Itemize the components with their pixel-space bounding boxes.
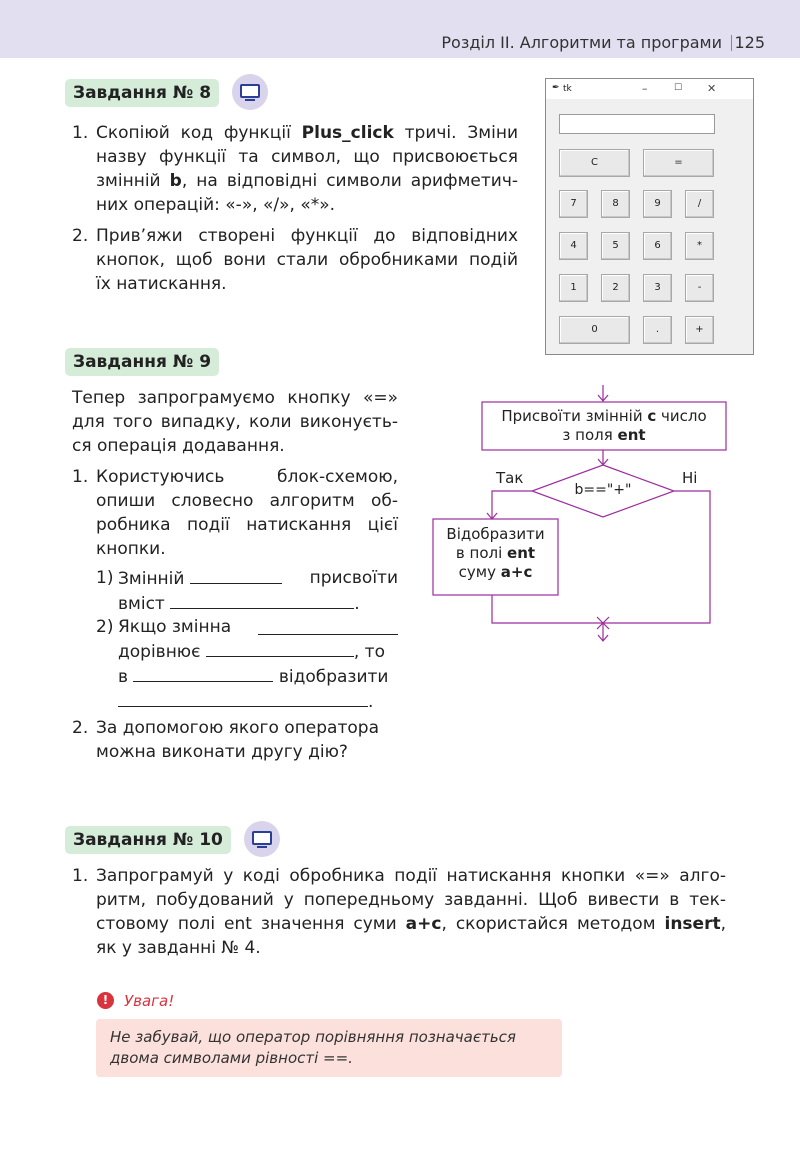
computer-icon [232, 74, 268, 110]
multiply-button[interactable]: * [685, 232, 714, 260]
equals-button[interactable]: = [643, 149, 714, 177]
note-line-2: двома символами рівності ==. [110, 1049, 353, 1067]
display-box-text: Відобразити в полі ent суму a+c [446, 525, 545, 581]
clear-button[interactable]: C [559, 149, 630, 177]
page-number: 125 [734, 33, 765, 52]
page-header [0, 0, 800, 58]
add-button[interactable]: + [685, 316, 714, 344]
maximize-button[interactable]: ☐ [674, 83, 683, 93]
task-10-label: Завдання № 10 [65, 826, 231, 854]
digit-6-button[interactable]: 6 [643, 232, 672, 260]
note-box [96, 1019, 562, 1077]
decision-condition: b=="+" [574, 482, 632, 498]
ent-entry-field[interactable] [559, 114, 715, 134]
digit-7-button[interactable]: 7 [559, 190, 588, 218]
note-line-1: Не забувай, що оператор порівняння позначається [110, 1028, 516, 1046]
digit-8-button[interactable]: 8 [601, 190, 630, 218]
answer-blank[interactable] [118, 689, 368, 707]
yes-branch-line [492, 491, 532, 519]
warning-icon: ! [97, 992, 114, 1009]
yes-label: Так [496, 469, 524, 487]
minimize-button[interactable]: – [642, 82, 648, 95]
digit-0-button[interactable]: 0 [559, 316, 630, 344]
warning-label: Увага! [124, 992, 175, 1010]
window-titlebar [546, 79, 753, 99]
answer-blank[interactable] [170, 591, 354, 609]
answer-blank[interactable] [258, 617, 398, 635]
digit-2-button[interactable]: 2 [601, 274, 630, 302]
tk-feather-icon: ✒ [552, 83, 560, 93]
no-label: Ні [682, 469, 698, 487]
divide-button[interactable]: / [685, 190, 714, 218]
computer-icon [244, 821, 280, 857]
answer-blank[interactable] [206, 639, 354, 657]
decimal-point-button[interactable]: . [643, 316, 672, 344]
task-9-label: Завдання № 9 [65, 348, 219, 376]
close-button[interactable]: ✕ [707, 82, 717, 95]
answer-blank[interactable] [190, 566, 282, 584]
subtract-button[interactable]: - [685, 274, 714, 302]
flowchart [430, 385, 730, 645]
digit-9-button[interactable]: 9 [643, 190, 672, 218]
window-title: tk [563, 84, 572, 94]
digit-1-button[interactable]: 1 [559, 274, 588, 302]
assign-box-text: Присвоїти змінній c число з поля ent [501, 407, 707, 444]
digit-5-button[interactable]: 5 [601, 232, 630, 260]
header-divider [731, 35, 732, 51]
merge-line-left [492, 595, 603, 623]
chapter-title: Розділ ІІ. Алгоритми та програми [441, 33, 722, 52]
task-9-intro: Тепер запрограмуємо кнопку «=» для того випадку, коли виконуєть- ся операція додавання. [72, 388, 398, 456]
answer-blank[interactable] [133, 664, 273, 682]
digit-3-button[interactable]: 3 [643, 274, 672, 302]
task-8-label: Завдання № 8 [65, 79, 219, 107]
digit-4-button[interactable]: 4 [559, 232, 588, 260]
calculator-window [545, 78, 754, 355]
